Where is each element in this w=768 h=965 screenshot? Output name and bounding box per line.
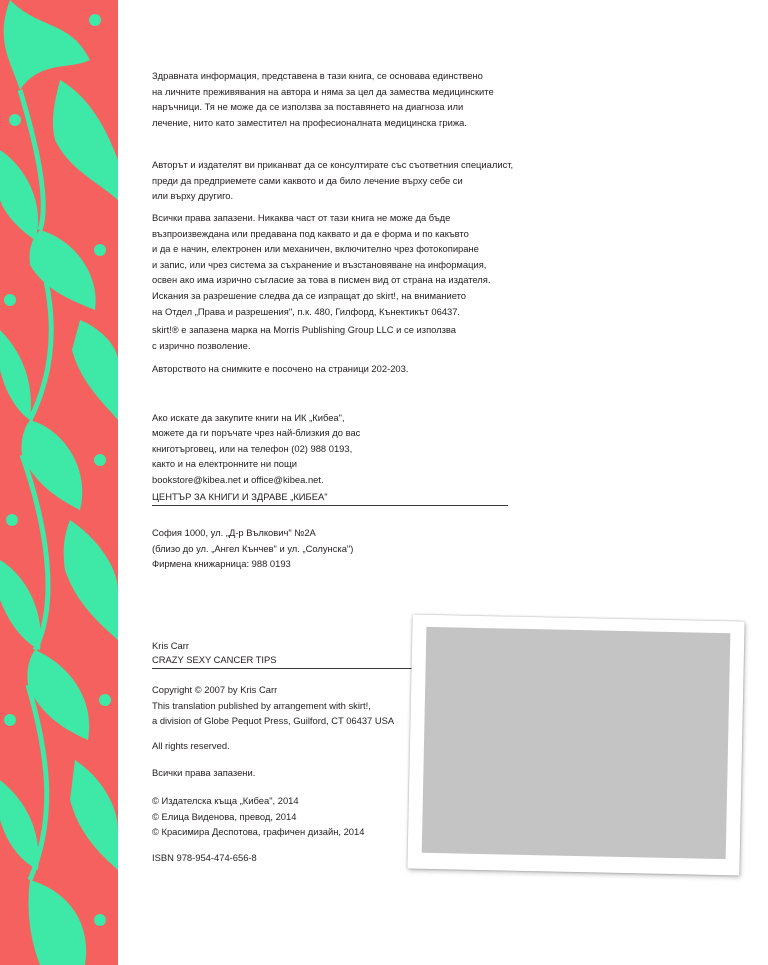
text-line: книготърговец, или на телефон (02) 988 0193,: [152, 442, 353, 454]
text-line: a division of Globe Pequot Press, Guilford, CT 06437 USA: [152, 715, 395, 727]
text-line: освен ако има изрично съгласие за това в писмен вид от страна на издателя.: [152, 274, 491, 286]
text-line: възпроизвеждана или предавана под каквато и да е форма и по какъвто: [152, 227, 469, 239]
text-line: както и на електронните ни пощи: [152, 458, 297, 470]
text-line: (близо до ул. „Ангел Кънчев" и ул. „Солунска"): [152, 542, 354, 554]
divider-rule: [152, 668, 412, 669]
divider-rule: [152, 505, 508, 506]
isbn: [152, 850, 257, 866]
text-line: Авторството на снимките е посочено на страници 202-203.: [152, 363, 409, 374]
text-line: с изрично позволение.: [152, 339, 251, 351]
trademark-notice: [152, 322, 456, 353]
text-line: Искания за разрешение следва да се изпращат до skirt!, на вниманието: [152, 289, 467, 301]
pattern-dot: [94, 454, 106, 466]
original-book-info: [152, 639, 277, 667]
copyright-original: [152, 682, 394, 729]
consult-notice: [152, 157, 513, 204]
rights-notice: [152, 210, 490, 319]
text-line: ISBN 978-954-474-656-8: [152, 852, 257, 863]
text-line: © Елица Виденова, превод, 2014: [152, 810, 297, 822]
purchase-info: [152, 410, 360, 487]
text-line: или върху другиго.: [152, 190, 234, 202]
text-line: и да е начин, електронен или механичен, включително чрез фотокопиране: [152, 243, 479, 255]
pattern-dot: [6, 514, 18, 526]
pattern-dot: [99, 694, 111, 706]
copyright-bg: [152, 793, 364, 840]
text-line: Всички права запазени.: [152, 767, 256, 778]
pattern-dot: [4, 294, 16, 306]
text-line: All rights reserved.: [152, 740, 230, 751]
book-title: CRAZY SEXY CANCER TIPS: [152, 654, 277, 665]
text-line: © Издателска къща „Кибеа", 2014: [152, 795, 299, 806]
text-line: на личните преживявания на автора и няма за цел да замества медицинските: [152, 85, 494, 97]
text-line: наръчници. Тя не може да се използва за поставянето на диагноза или: [152, 101, 464, 113]
text-line: Фирмена книжарница: 988 0193: [152, 558, 291, 570]
address-block: [152, 525, 353, 572]
text-line: skirt!® е запазена марка на Morris Publishing Group LLC и се използва: [152, 324, 457, 335]
pattern-dot: [89, 14, 101, 26]
text-line: София 1000, ул. „Д-р Вълкович" №2А: [152, 527, 316, 538]
pattern-dot: [4, 714, 16, 726]
photo-credits: [152, 361, 408, 377]
text-line: лечение, нито като заместител на професионалната медицинска грижа.: [152, 116, 467, 128]
text-line: © Красимира Деспотова, графичен дизайн, 2014: [152, 826, 365, 838]
text-line: на Отдел „Права и разрешения", п.к. 480, Гилфорд, Кънектикът 06437.: [152, 305, 461, 317]
pattern-dot: [94, 244, 106, 256]
text-line: Авторът и издателят ви приканват да се консултирате със съответния специалист,: [152, 159, 514, 170]
text-line: Ако искате да закупите книги на ИК „Кибеа",: [152, 412, 345, 423]
book-author: Kris Carr: [152, 640, 189, 651]
pattern-dot: [9, 114, 21, 126]
health-notice: [152, 68, 494, 130]
text-line: Всички права запазени. Никаква част от тази книга не може да бъде: [152, 212, 451, 223]
photo-frame: [407, 615, 744, 876]
floral-pattern: [0, 0, 118, 965]
text-line: Copyright © 2007 by Kris Carr: [152, 684, 278, 695]
text-line: Здравната информация, представена в тази книга, се основава единствено: [152, 70, 483, 81]
text-line: можете да ги поръчате чрез най-близкия до вас: [152, 427, 361, 439]
pattern-dot: [94, 914, 106, 926]
text-line: и запис, или чрез система за съхранение и възстановяване на информация,: [152, 258, 487, 270]
all-rights-en: [152, 738, 230, 754]
decorative-floral-strip: [0, 0, 118, 965]
text-line: This translation published by arrangement with skirt!,: [152, 699, 371, 711]
photo-placeholder: [422, 627, 731, 859]
text-line: bookstore@kibea.net и office@kibea.net.: [152, 473, 324, 485]
text-line: ЦЕНТЪР ЗА КНИГИ И ЗДРАВЕ „КИБЕА": [152, 491, 328, 502]
all-rights-bg: [152, 765, 255, 781]
center-name: [152, 489, 328, 505]
text-line: преди да предприемете сами каквото и да било лечение върху себе си: [152, 174, 463, 186]
